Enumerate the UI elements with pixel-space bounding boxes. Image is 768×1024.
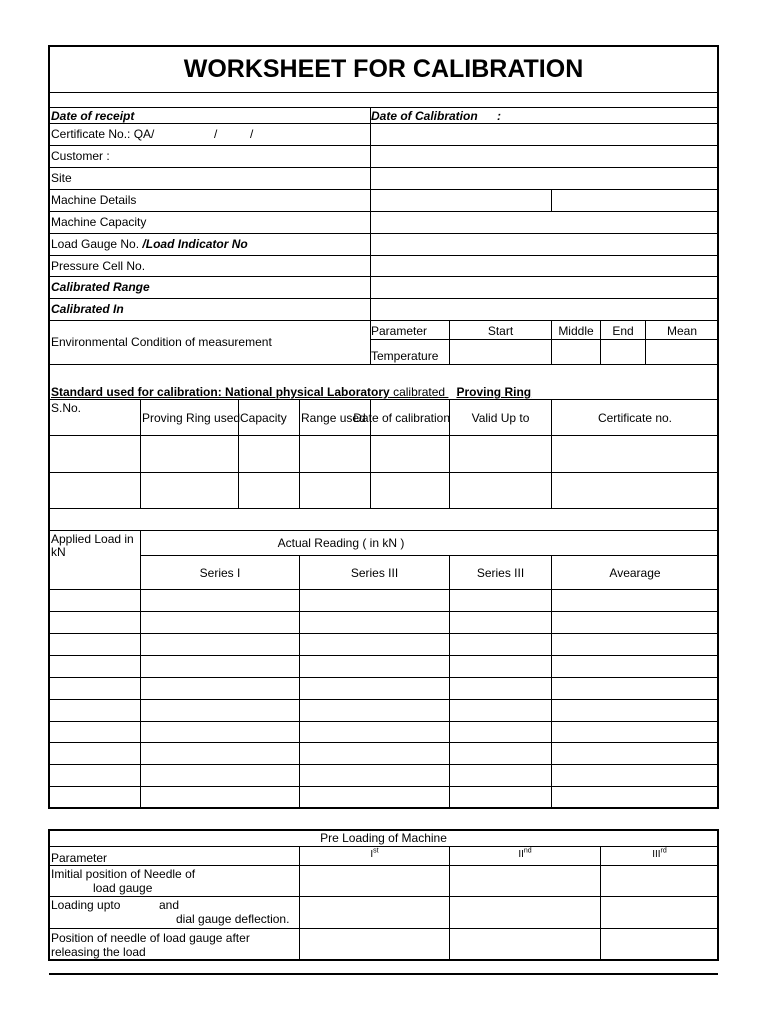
series-1-header: Series I bbox=[199, 566, 241, 580]
certificate-slash-2: / bbox=[250, 127, 254, 141]
series-3-header: Series III bbox=[476, 566, 525, 580]
preloading-title: Pre Loading of Machine bbox=[320, 831, 447, 845]
date-of-calibration-colon: : bbox=[497, 109, 501, 123]
standard-heading bbox=[51, 385, 531, 399]
env-start-header: Start bbox=[487, 324, 514, 338]
pressure-cell-label: Pressure Cell No. bbox=[51, 259, 146, 273]
frame-left-border bbox=[48, 45, 50, 809]
calibrated-range-label: Calibrated Range bbox=[51, 280, 150, 294]
customer-label: Customer : bbox=[51, 149, 110, 163]
preloading-row2-line1b: and bbox=[159, 898, 180, 912]
preloading-row2-line2: dial gauge deflection. bbox=[176, 912, 290, 926]
std-header-sno: S.No. bbox=[51, 401, 82, 415]
preloading-parameter-header: Parameter bbox=[51, 851, 108, 865]
env-temperature-label: Temperature bbox=[371, 349, 439, 363]
frame-bottom-border bbox=[48, 807, 719, 809]
actual-reading-header: Actual Reading ( in kN ) bbox=[277, 536, 405, 550]
env-middle-header: Middle bbox=[558, 324, 594, 338]
site-label: Site bbox=[51, 171, 72, 185]
load-gauge-plain: Load Gauge No. bbox=[51, 237, 143, 251]
env-mean-header: Mean bbox=[666, 324, 698, 338]
average-header: Avearage bbox=[609, 566, 661, 580]
load-indicator-label: /Load Indicator No bbox=[142, 237, 248, 251]
std-header-certificate-no: Certificate no. bbox=[597, 411, 673, 425]
preloading-col-1st: Ist bbox=[370, 847, 379, 860]
page-title: WORKSHEET FOR CALIBRATION bbox=[183, 55, 584, 83]
environment-label: Environmental Condition of measurement bbox=[51, 335, 272, 349]
frame-top-border bbox=[48, 45, 719, 47]
series-2-header: Series III bbox=[350, 566, 399, 580]
preloading-row3-line1: Position of needle of load gauge after bbox=[51, 931, 250, 945]
preloading-row1-line1: Imitial position of Needle of bbox=[51, 867, 196, 881]
certificate-no-label: Certificate No.: QA/ bbox=[51, 127, 155, 141]
machine-details-label: Machine Details bbox=[51, 193, 137, 207]
std-header-valid-up-to: Valid Up to bbox=[471, 411, 530, 425]
preloading-row3-line2: releasing the load bbox=[51, 945, 146, 959]
std-header-range-used: Range used bbox=[301, 411, 366, 425]
frame-right-border bbox=[717, 45, 719, 809]
std-header-date-cell bbox=[353, 411, 450, 425]
preloading-row2-line1a: Loading upto bbox=[51, 898, 121, 912]
env-parameter-header: Parameter bbox=[371, 324, 428, 338]
preloading-col-3rd: IIIrd bbox=[652, 847, 667, 860]
applied-load-header: Applied Load in kN bbox=[51, 532, 134, 559]
std-header-proving-ring: Proving Ring used bbox=[142, 411, 241, 425]
standard-heading-part1: Standard used for calibration: National physical Laboratory bbox=[51, 385, 390, 399]
date-of-receipt-label: Date of receipt bbox=[51, 109, 135, 123]
machine-capacity-label: Machine Capacity bbox=[51, 215, 147, 229]
certificate-slash-1: / bbox=[214, 127, 218, 141]
standard-heading-part2: calibrated bbox=[389, 385, 449, 399]
env-end-header: End bbox=[612, 324, 634, 338]
bottom-rule bbox=[49, 973, 718, 975]
std-header-date-of-calibration: Date of calibration bbox=[353, 411, 450, 425]
date-of-calibration-label: Date of Calibration bbox=[371, 109, 478, 123]
preloading-row1-line2: load gauge bbox=[93, 881, 153, 895]
load-gauge-label bbox=[51, 237, 248, 251]
standard-heading-part3: Proving Ring bbox=[456, 385, 532, 399]
calibrated-in-label: Calibrated In bbox=[51, 302, 124, 316]
preloading-col-2nd: IInd bbox=[518, 847, 532, 860]
std-header-capacity: Capacity bbox=[240, 411, 287, 425]
